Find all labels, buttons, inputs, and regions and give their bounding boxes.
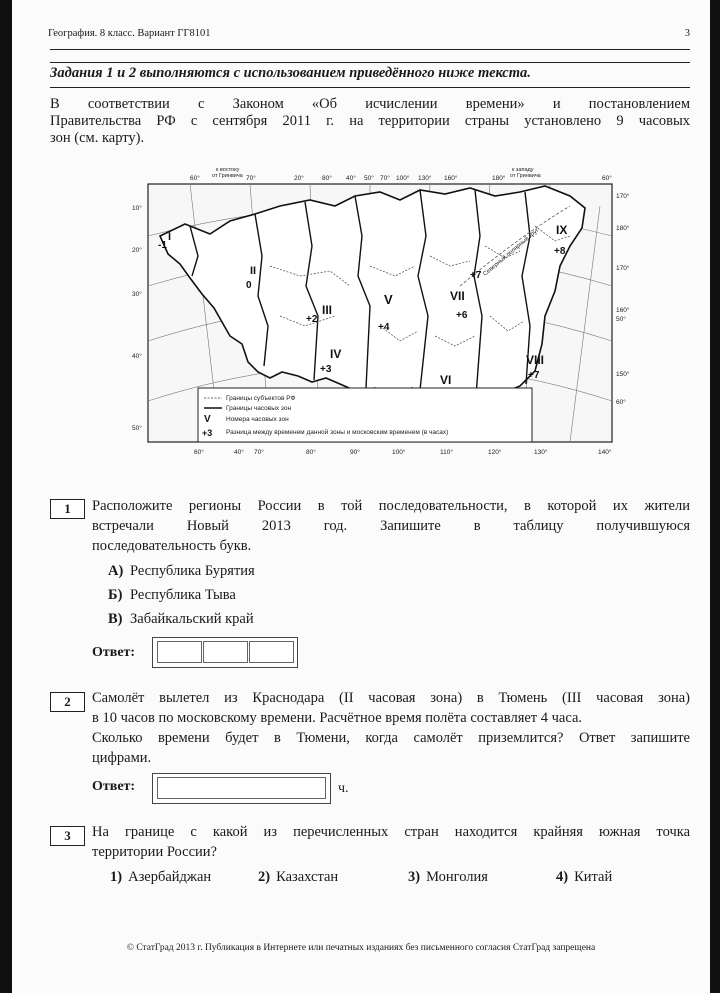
zone-roman: II (250, 265, 257, 277)
zone-roman: IX (556, 223, 568, 237)
map-left-lat: 10° (132, 205, 142, 212)
q3-choice-4[interactable]: 4) Китай (556, 869, 613, 885)
zone-roman: IV (330, 347, 342, 361)
question-1-line-2: встречали Новый 2013 год. Запишите в таблицу получившуюся (92, 518, 690, 534)
map-bottom-lon: 100° (392, 449, 406, 456)
zone-roman: VII (450, 289, 465, 303)
question-1-line-1: Расположите регионы России в той последовательности, в которой их жители (92, 498, 690, 514)
zone-extra-offset: +7 (470, 270, 482, 281)
map-right-lat: 180° (616, 225, 630, 232)
header-title: География. 8 класс. Вариант ГГ8101 (48, 28, 211, 39)
zone-offset: +3 (320, 364, 332, 375)
map-right-lat: 170° (616, 193, 630, 200)
header-rule (50, 49, 690, 50)
q1-answer-cell[interactable] (157, 641, 202, 663)
question-2-line-3: Сколько времени будет в Тюмени, когда самолёт приземлится? Ответ запишите (92, 730, 690, 746)
q1-answer-label: Ответ: (92, 645, 136, 660)
page-number: 3 (684, 28, 690, 39)
map-right-lat: 160° (616, 307, 630, 314)
map-bottom-lon: 90° (350, 449, 360, 456)
copyright-footer: © СтатГрад 2013 г. Публикация в Интернете или печатных изданиях без письменного согласия СтатГрад запрещена (126, 943, 596, 953)
map-bottom-lon: 80° (306, 449, 316, 456)
q2-answer-input[interactable] (157, 777, 326, 799)
map-left-lat: 50° (132, 425, 142, 432)
legend-numbers: Номера часовых зон (226, 416, 289, 423)
map-right-lat: 150° (616, 371, 630, 378)
map-east-note: от Гринвича (212, 173, 243, 179)
map-top-lon: 70° (246, 175, 256, 182)
q2-unit: ч. (338, 781, 349, 796)
map-top-lon: 40° (346, 175, 356, 182)
q1-answer-cell[interactable] (203, 641, 248, 663)
q3-choice-1[interactable]: 1) Азербайджан (110, 869, 212, 885)
question-2-line-1: Самолёт вылетел из Краснодара (II часовая зона) в Тюмень (III часовая зона) (92, 690, 690, 706)
zone-offset: +7 (528, 370, 540, 381)
intro-line-3: зон (см. карту). (50, 130, 145, 146)
map-bottom-lon: 120° (488, 449, 502, 456)
question-3-number: 3 (50, 826, 85, 846)
legend-difference: Разница между временем данной зоны и московским временем (в часах) (226, 429, 449, 436)
map-right-lat: 60° (616, 399, 626, 406)
map-left-lat: 30° (132, 291, 142, 298)
legend-symbol-v: V (204, 414, 211, 425)
zone-roman: VI (440, 373, 452, 387)
q3-choice-2[interactable]: 2) Казахстан (258, 869, 339, 885)
question-3-line-1: На границе с какой из перечисленных стран находится крайняя южная точка (92, 824, 690, 840)
zone-offset: +4 (378, 322, 390, 333)
q2-answer-label: Ответ: (92, 779, 136, 794)
zone-offset: +8 (554, 246, 566, 257)
map-top-lon: 100° (396, 175, 410, 182)
map-east-note: к востоку (216, 167, 240, 173)
legend-symbol-plus: +3 (202, 428, 213, 438)
map-west-note: к западу (512, 167, 534, 173)
intro-line-2: Правительства РФ с сентября 2011 г. на территории страны установлено 9 часовых (50, 113, 690, 129)
q1-option-c: В) Забайкальский край (108, 611, 254, 627)
map-top-lon: 80° (322, 175, 332, 182)
map-top-lon: 130° (418, 175, 432, 182)
map-right-lat: 170° (616, 265, 630, 272)
question-2-number: 2 (50, 692, 85, 712)
map-left-lat: 40° (132, 353, 142, 360)
exam-page (12, 0, 710, 993)
zone-roman: I (168, 231, 172, 243)
map-bottom-lon: 70° (254, 449, 264, 456)
map-top-lon: 50° (364, 175, 374, 182)
legend-subjects: Границы субъектов РФ (226, 395, 296, 402)
zone-offset: +6 (456, 310, 468, 321)
q1-option-b: Б) Республика Тыва (108, 587, 236, 603)
map-top-lon: 70° (380, 175, 390, 182)
map-west-note: от Гринвича (510, 173, 541, 179)
question-2-line-2: в 10 часов по московскому времени. Расчётное время полёта составляет 4 часа. (92, 710, 583, 726)
map-bottom-lon: 140° (598, 449, 612, 456)
legend-zones: Границы часовых зон (226, 405, 292, 412)
map-bottom-lon: 130° (534, 449, 548, 456)
zone-offset: 0 (246, 280, 252, 291)
map-left-lat: 20° (132, 247, 142, 254)
map-top-lon: 180° (492, 175, 506, 182)
arctic-circle-label: Северный полярный круг (482, 227, 541, 278)
q2-answer-box (152, 773, 331, 804)
q1-answer-table (152, 637, 298, 668)
question-2-line-4: цифрами. (92, 750, 152, 766)
q1-answer-cell[interactable] (249, 641, 294, 663)
map-top-lon: 160° (444, 175, 458, 182)
intro-rule-top (50, 62, 690, 63)
zone-roman: VIII (526, 353, 545, 367)
map-right-lat: 50° (616, 316, 626, 323)
question-3-line-2: территории России? (92, 844, 217, 860)
map-bottom-lon: 40° (234, 449, 244, 456)
intro-line-1: В соответствии с Законом «Об исчислении времени» и постановлением (50, 96, 690, 112)
question-1-number: 1 (50, 499, 85, 519)
map-legend (198, 388, 532, 442)
map-top-lon: 60° (190, 175, 200, 182)
zone-offset: +2 (306, 314, 318, 325)
map-bottom-lon: 60° (194, 449, 204, 456)
question-1-line-3: последовательность букв. (92, 538, 252, 554)
intro-title: Задания 1 и 2 выполняются с использованием приведённого ниже текста. (50, 65, 531, 81)
zone-roman: V (384, 292, 393, 307)
q3-choice-3[interactable]: 3) Монголия (408, 869, 488, 885)
map-top-lon: 20° (294, 175, 304, 182)
intro-rule-bottom (50, 87, 690, 88)
map-top-lon: 60° (602, 175, 612, 182)
zone-roman: III (322, 303, 333, 317)
time-zones-map (130, 166, 630, 456)
map-bottom-lon: 110° (440, 449, 453, 456)
zone-offset: -1 (158, 240, 167, 251)
q1-option-a: А) Республика Бурятия (108, 563, 255, 579)
